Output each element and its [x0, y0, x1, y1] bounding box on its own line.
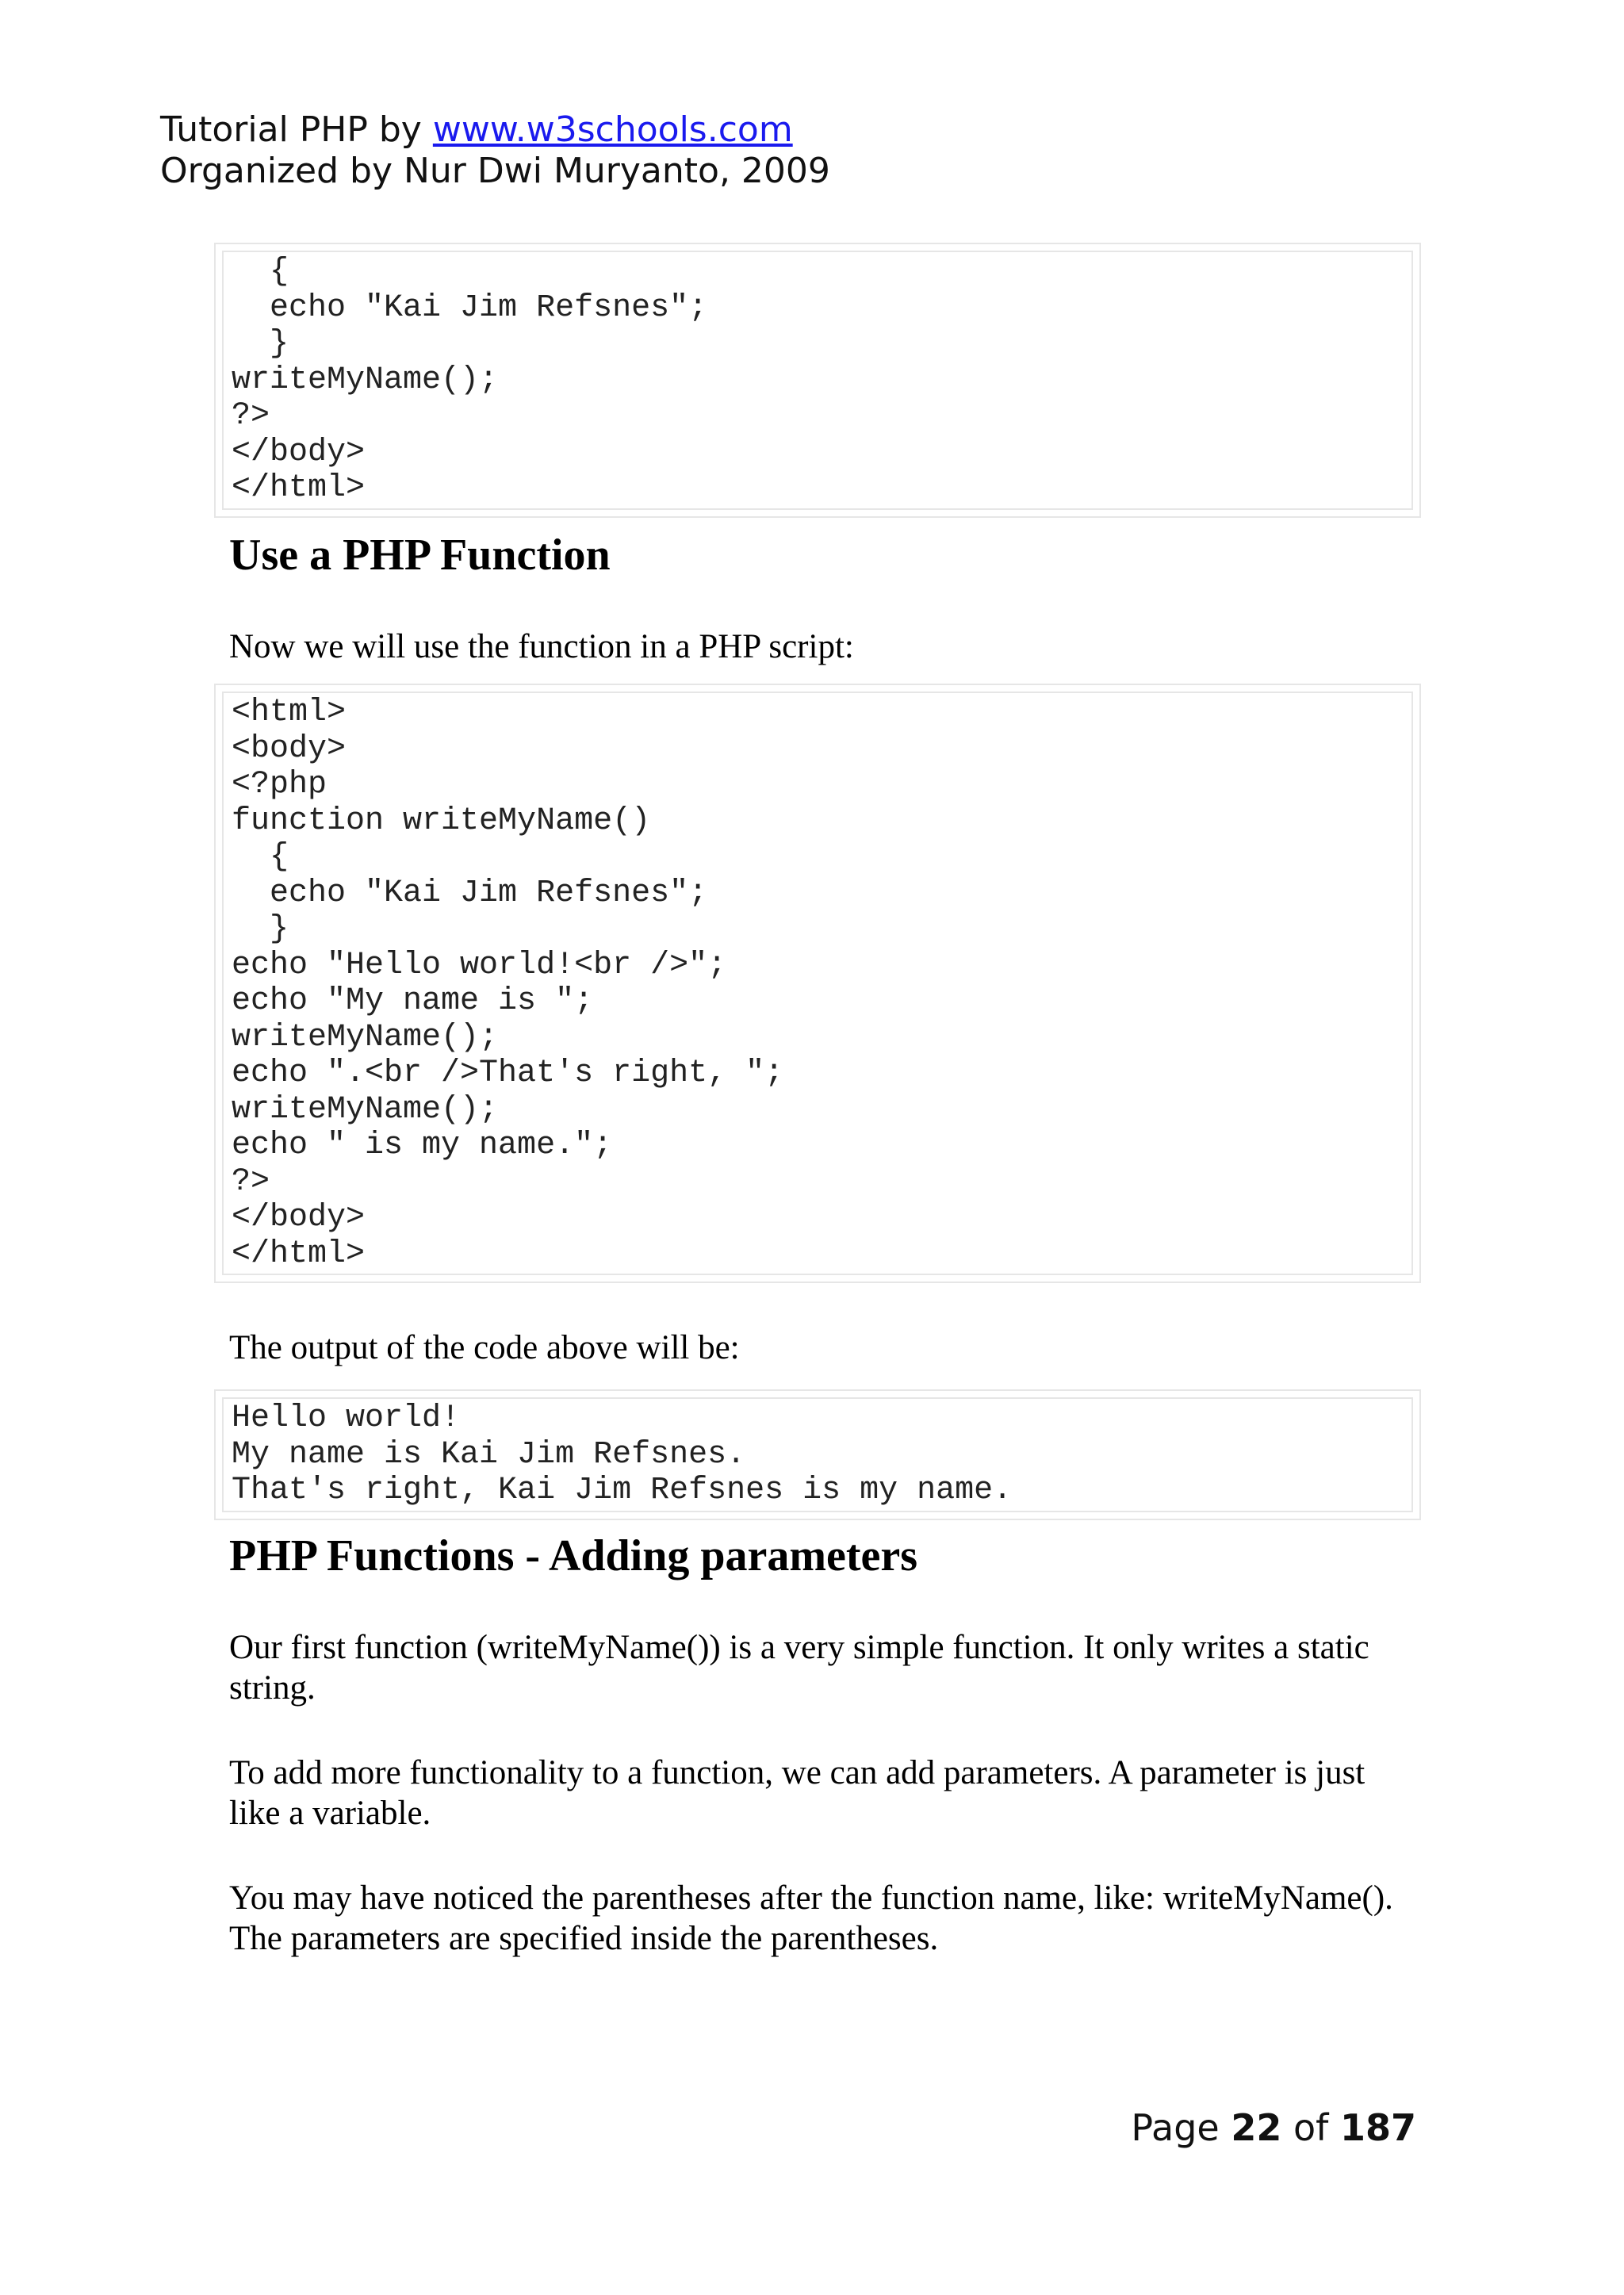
code-text: { echo "Kai Jim Refsnes"; } writeMyName(); ?> </body> </html>	[222, 251, 1413, 510]
page-word: Page	[1131, 2106, 1220, 2149]
heading-adding-parameters: PHP Functions - Adding parameters	[229, 1531, 918, 1580]
paragraph-intro: Now we will use the function in a PHP script:	[229, 628, 854, 665]
total-pages: 187	[1339, 2106, 1416, 2149]
page-number: 22	[1231, 2106, 1282, 2149]
w3schools-link[interactable]: www.w3schools.com	[432, 109, 793, 150]
code-block-output	[214, 1389, 1421, 1520]
header-line-2: Organized by Nur Dwi Muryanto, 2009	[160, 151, 830, 191]
code-text: <html> <body> <?php function writeMyName() { echo "Kai Jim Refsnes"; } echo "Hello world!<br />"; echo "My name is "; writeMyName(); echo ".<br />That's right, "; writeMyName(); echo " is my name."; ?> </body> </html>	[222, 692, 1413, 1275]
code-text: Hello world! My name is Kai Jim Refsnes. That's right, Kai Jim Refsnes is my name.	[222, 1397, 1413, 1512]
paragraph-parentheses: You may have noticed the parentheses after the function name, like: writeMyName(). The parameters are specified inside the parentheses.	[229, 1879, 1393, 1957]
code-block-example	[214, 684, 1421, 1283]
code-block-continuation	[214, 243, 1421, 518]
of-word: of	[1293, 2106, 1329, 2149]
document-header	[160, 109, 830, 192]
header-prefix: Tutorial PHP by	[160, 109, 433, 150]
heading-use-php-function: Use a PHP Function	[229, 531, 611, 580]
page-footer	[1131, 2105, 1416, 2150]
header-line-1	[160, 109, 830, 151]
paragraph-add-parameters: To add more functionality to a function, we can add parameters. A parameter is just like a variable.	[229, 1754, 1365, 1832]
paragraph-first-function: Our first function (writeMyName()) is a very simple function. It only writes a static string.	[229, 1629, 1369, 1707]
paragraph-output-intro: The output of the code above will be:	[229, 1329, 740, 1366]
